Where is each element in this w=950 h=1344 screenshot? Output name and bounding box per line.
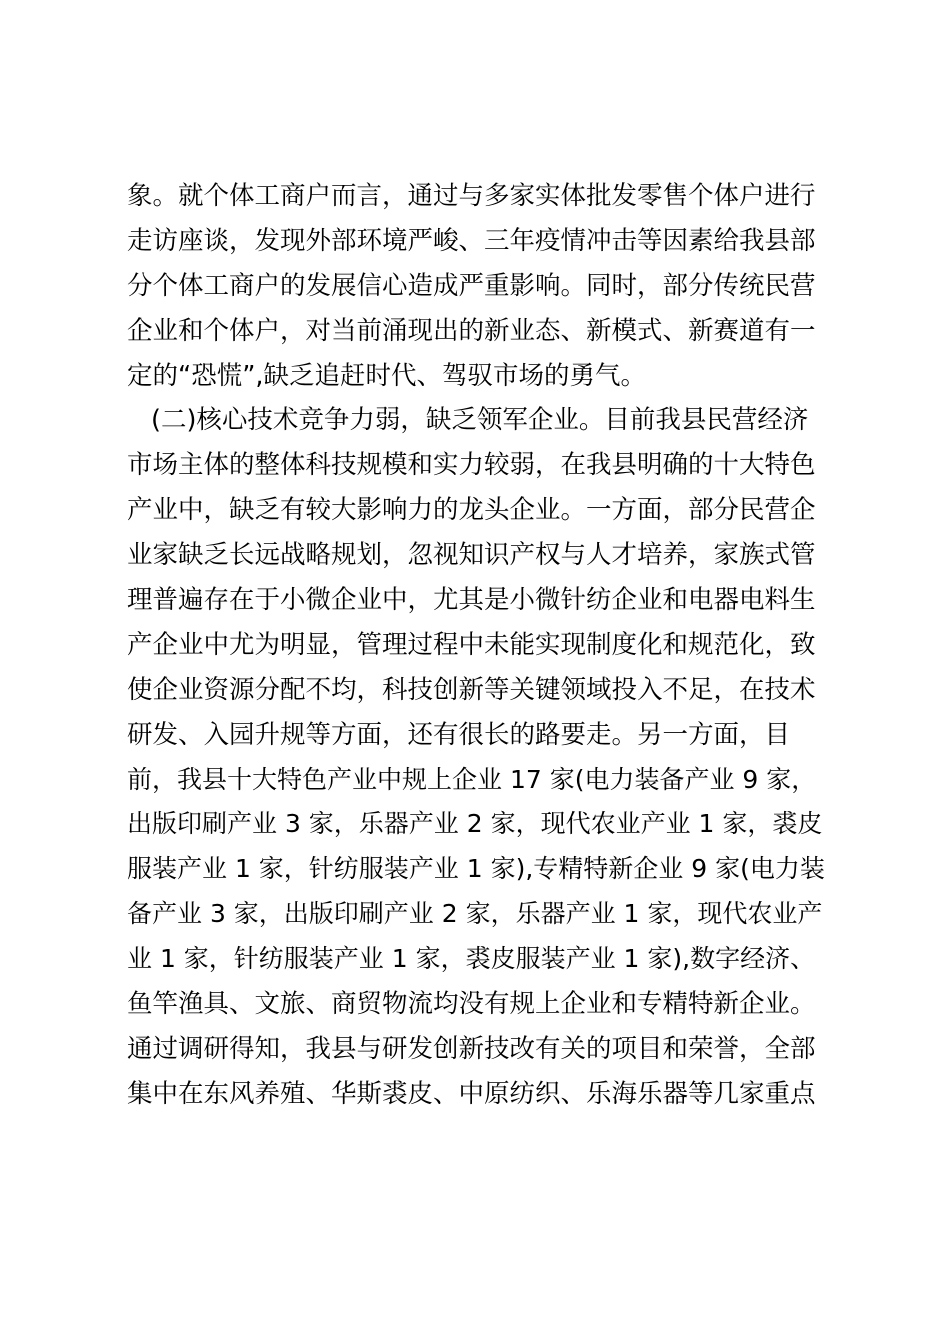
text-line: 分个体工商户的发展信心造成严重影响。同时，部分传统民营 <box>127 270 816 301</box>
text-line: 通过调研得知，我县与研发创新技改有关的项目和荣誉，全部 <box>127 1033 816 1064</box>
text-line: 使企业资源分配不均，科技创新等关键领域投入不足，在技术 <box>127 674 816 705</box>
section-heading-line: (二)核心技术竞争力弱，缺乏领军企业。目前我县民营经济 <box>151 405 809 436</box>
text-line: 研发、入园升规等方面，还有很长的路要走。另一方面，目 <box>127 719 791 750</box>
text-line: 定的“恐慌”,缺乏追赶时代、驾驭市场的勇气。 <box>127 360 647 391</box>
text-line: 业 1 家，针纺服装产业 1 家，裘皮服装产业 1 家),数字经济、 <box>127 944 816 974</box>
text-line: 服装产业 1 家，针纺服装产业 1 家),专精特新企业 9 家(电力装 <box>127 854 825 884</box>
text-line: 备产业 3 家，出版印刷产业 2 家，乐器产业 1 家，现代农业产 <box>127 899 823 929</box>
text-line: 走访座谈，发现外部环境严峻、三年疫情冲击等因素给我县部 <box>127 225 816 256</box>
text-line: 产业中，缺乏有较大影响力的龙头企业。一方面，部分民营企 <box>127 495 816 526</box>
text-line: 鱼竿渔具、文旅、商贸物流均没有规上企业和专精特新企业。 <box>127 989 816 1020</box>
text-line: 市场主体的整体科技规模和实力较弱，在我县明确的十大特色 <box>127 450 816 481</box>
text-line: 出版印刷产业 3 家，乐器产业 2 家，现代农业产业 1 家，裘皮 <box>127 809 823 839</box>
text-line: 前，我县十大特色产业中规上企业 17 家(电力装备产业 9 家， <box>127 764 817 794</box>
text-line: 业家缺乏长远战略规划，忽视知识产权与人才培养，家族式管 <box>127 540 816 571</box>
text-line: 产企业中尤为明显，管理过程中未能实现制度化和规范化，致 <box>127 629 816 660</box>
text-line: 企业和个体户，对当前涌现出的新业态、新模式、新赛道有一 <box>127 315 816 346</box>
body-text <box>127 174 827 1117</box>
text-line: 理普遍存在于小微企业中，尤其是小微针纺企业和电器电料生 <box>127 585 816 616</box>
text-line: 象。就个体工商户而言，通过与多家实体批发零售个体户进行 <box>127 181 816 211</box>
text-line: 集中在东风养殖、华斯裘皮、中原纺织、乐海乐器等几家重点 <box>127 1078 816 1109</box>
